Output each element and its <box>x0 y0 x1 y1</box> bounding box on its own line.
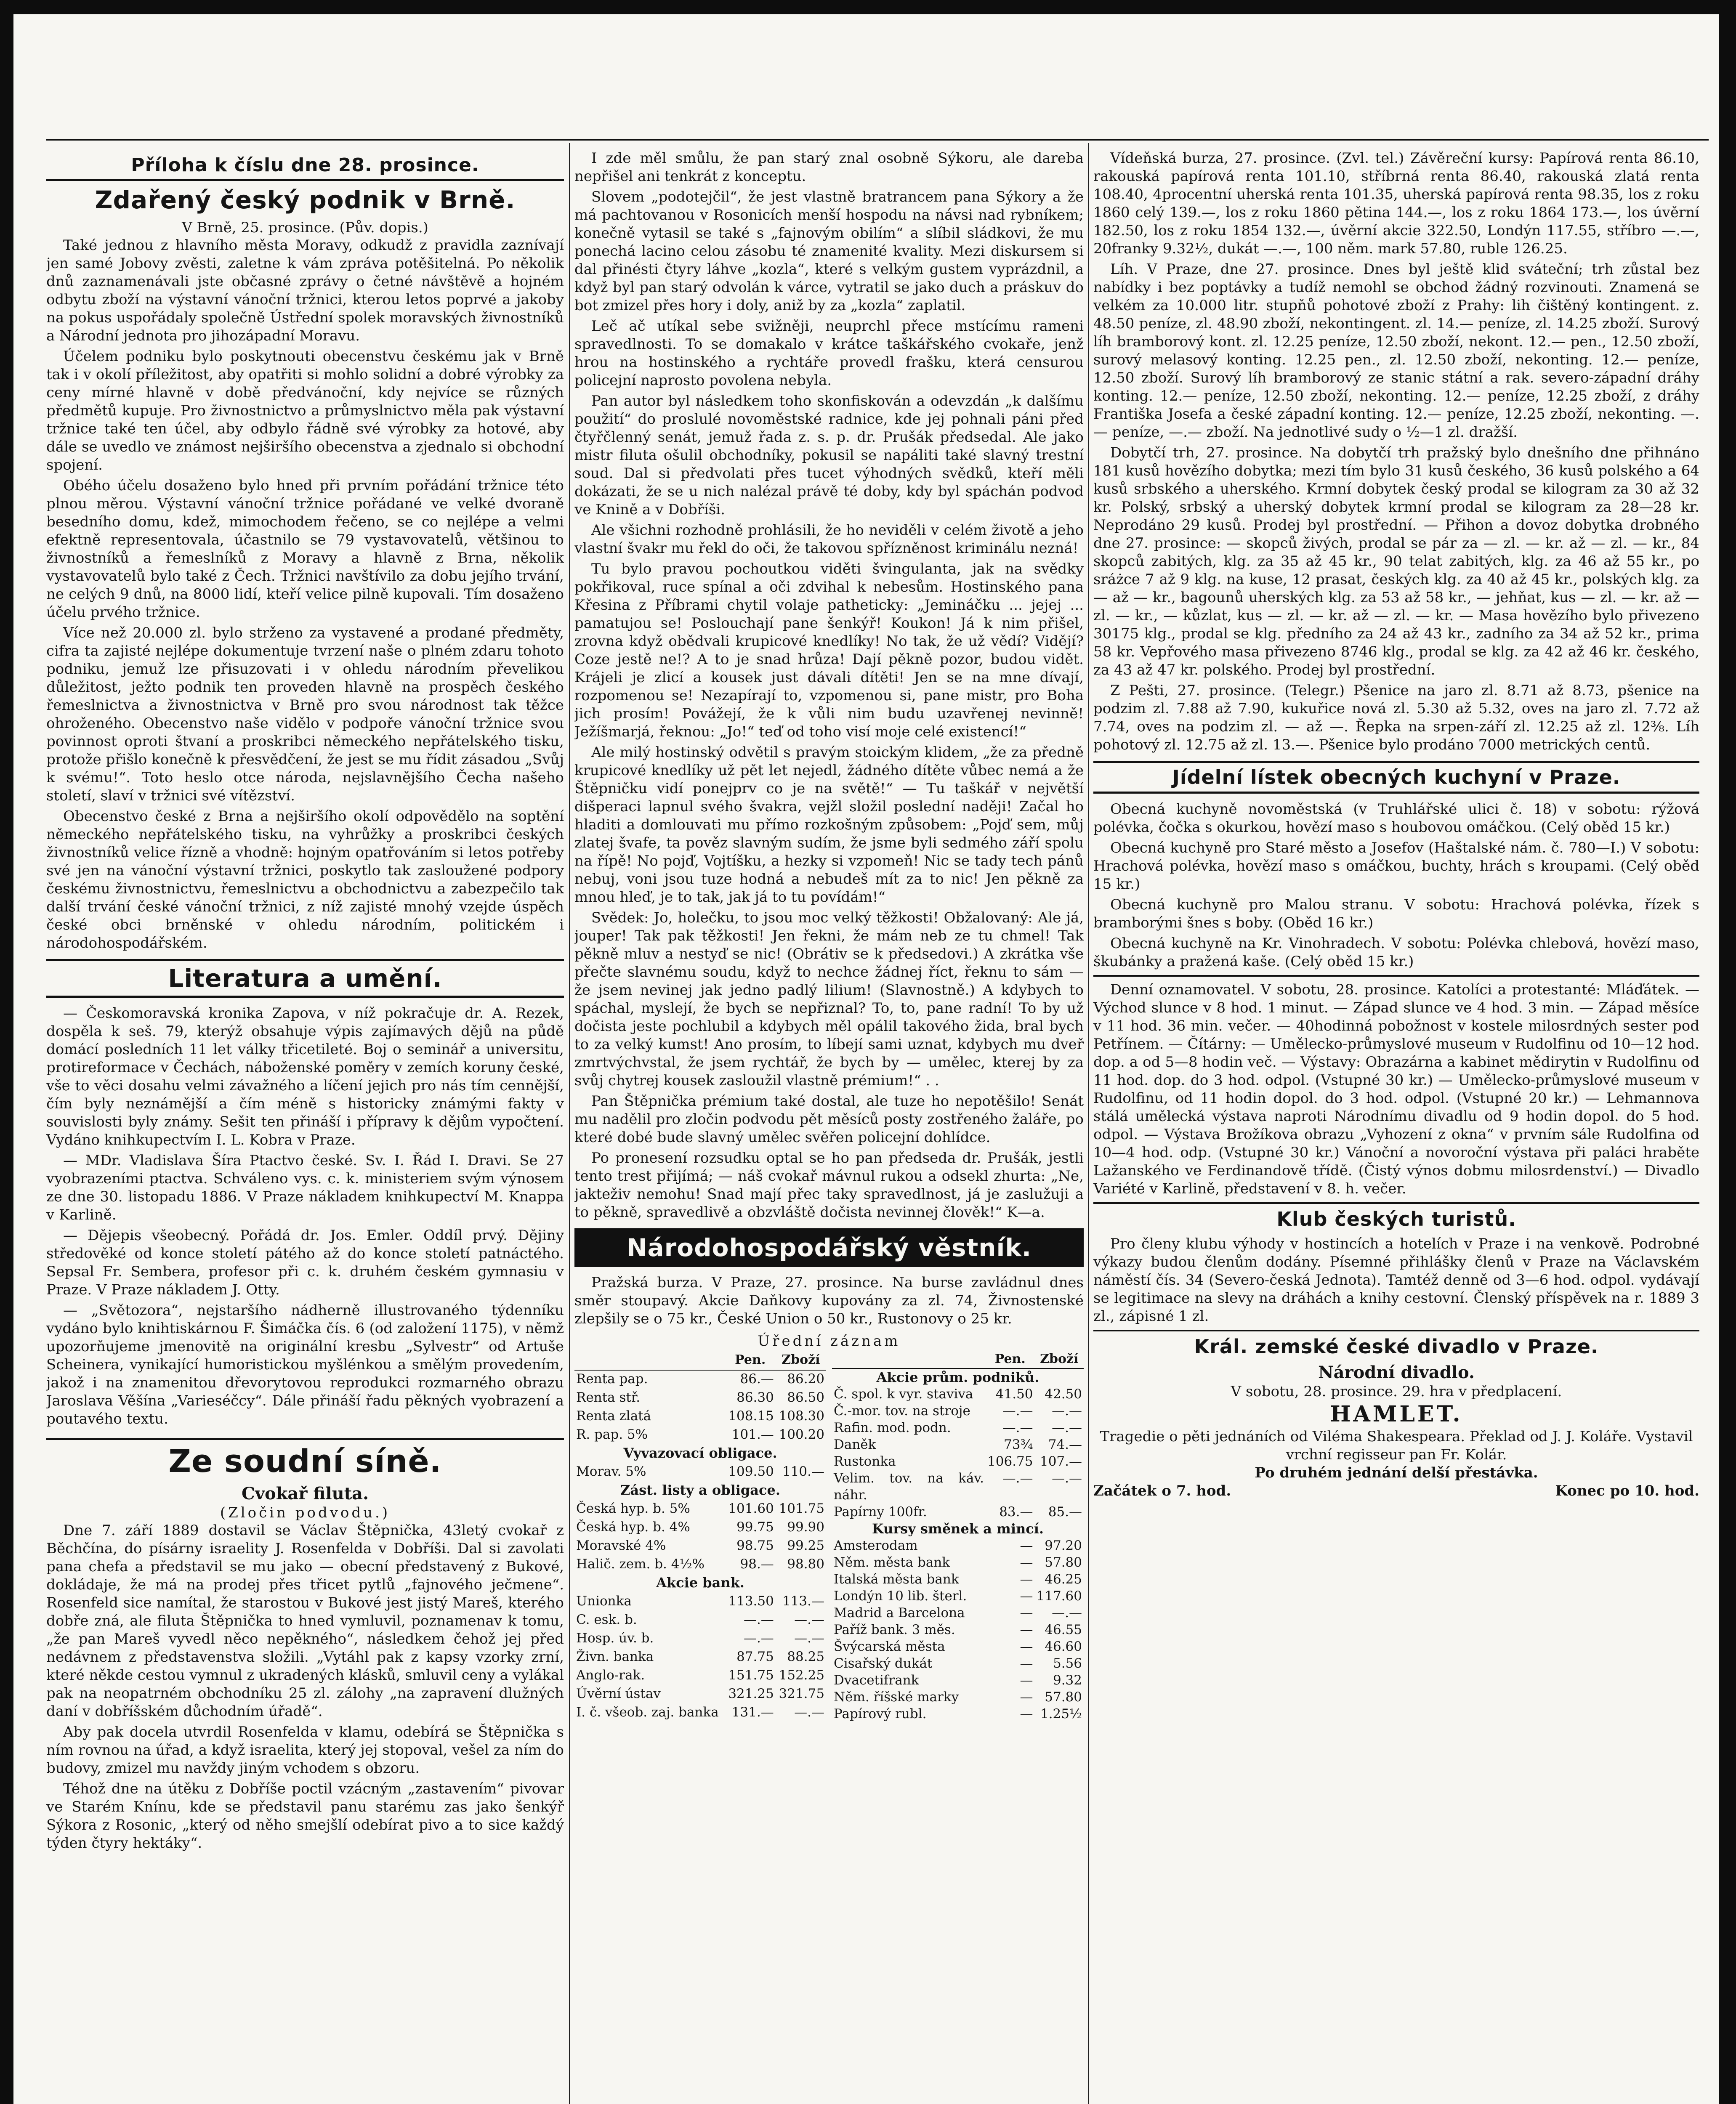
security-name: Paříž bank. 3 měs. <box>834 1622 955 1637</box>
paragraph: Denní oznamovatel. V sobotu, 28. prosince. Katolíci a protestanté: Mláďátek. — Východ slunce v 8 hod. 1 minut. — Západ slunce ve 4 hod. 3 min. — Západ měsíce v 11 hod. 36 min. večer. — 40hodinná pobožnost v kostele milosrdných sester pod Petřínem. — Čítárny: — Umělecko-průmyslové museum v Rudolfinu od 10—12 hod. dop. a od 5—8 hodin več. — Výstavy: Obrazárna a kabinet mědirytin v Rudolfinu od 11 hod. dop. do 3 hod. odpol. (Vstupné 30 kr.) — Umělecko-průmyslové museum v Rudolfinu, od 11 hodin dopol. do 3 hod. odpol. (Vstupné 20 kr.) — Lehmannova stálá umělecká výstava naproti Národnímu divadlu od 9 hodin dopol. do 5 hod. odpol. — Výstava Brožíkova obrazu „Vyhození z okna“ v prvním sále Rudolfina od 10—4 hod. odp. (Vstupné 30 kr.) Vánoční a novoroční výstava při paláci hraběte Lažanského ve Ferdinandově třídě. (Čistý výnos dobmu milosrdenství.) — Divadlo Variété v Karlině, představení v 8. h. večer. <box>1093 981 1699 1197</box>
security-name: Hosp. úv. b. <box>576 1630 654 1646</box>
theatre-line: V sobotu, 28. prosince. 29. hra v předplacení. <box>1231 1383 1562 1400</box>
table-row <box>832 1419 1084 1436</box>
section-title-literatura: Literatura a umění. <box>46 959 564 998</box>
security-name: Něm. říšské marky <box>834 1690 959 1705</box>
paragraph: Také jednou z hlavního města Moravy, odkudž z pravidla zaznívají jen samé Jobovy zvěsti, zaletne k vám zpráva potěšitelná. Po několik dnů zaznamenávali jste občasné zprávy o četné návštěvě a hojném odbytu zboží na výstavní vánoční tržnici, kterou letos poprvé a jakoby na pokus uspořádaly společně Ústřední spolek moravských živnostníků a Národní jednota pro jihozápadní Moravu. <box>46 237 564 344</box>
paragraph: Pan Štěpnička prémium také dostal, ale tuze ho nepotěšilo! Senát mu nadělil pro zločin podvodu pět měsíců posty zostřeného žaláře, po které dobé bude slavný umělec svěřen policejní dohlídce. <box>574 1093 1084 1146</box>
paragraph: Pro členy klubu výhody v hostincích a hotelích v Praze i na venkově. Podrobné výkazy budou členům dodány. Písemné přihlášky členů v Praze na Václavském náměstí čís. 34 (Severo-česká Jednota). Tamtéž denně od 3—6 hod. odpol. vydávají se legitimace na slevy na dráhách a knihy cestovní. Členský příspěvek na r. 1889 3 zl., zápisné 1 zl. <box>1093 1235 1699 1325</box>
bid-value: — <box>1020 1690 1033 1705</box>
market-tables <box>574 1350 1084 1722</box>
table-row <box>574 1593 826 1611</box>
security-name: Velim. tov. na káv. náhr. <box>834 1471 984 1503</box>
ask-value: 57.80 <box>1045 1690 1082 1705</box>
security-name: Cisařský dukát <box>834 1656 933 1671</box>
table-head: Úřední záznam <box>758 1333 901 1350</box>
section-title-jidelni: Jídelní lístek obecných kuchyní v Praze. <box>1093 761 1699 794</box>
paragraph: Obecenstvo české z Brna a nejširšího okolí odpovědělo na soptění německého nepřátelského tisku, na vyhrůžky a proskribci českých živnostníků velice řízně a vhodně: hojným opatřováním si letos potřeby své jen na vánoční výstavní tržnici, poskytlo tak zasloužené podpory českému živnostnictvu, řemeslnictvu a obchodnictvu a zabezpečilo tak další trvání české vánoční tržnici, z níž zajisté mnohý vzejde úspěch české obci brněnské v ohledu národním, politickém i národohospodářském. <box>46 808 564 951</box>
top-rule <box>46 139 1709 141</box>
ask-value: 86.20 <box>787 1371 824 1387</box>
paragraph: Slovem „podotejčil“, že jest vlastně bratrancem pana Sýkory a že má pachtovanou v Rosonicích menší hospodu na návsi nad rybníkem; konečně vytasil se také s „fajnovým obilím“ a slíbil sládkovi, že mu ponechá lacino celou zásobu té znamenité kvality. Mezi diskursem si dal přinésti čtyry láhve „kozla“, které s velkým gustem vyprázdnil, a když byl pan starý odvolán k várce, vytratil se jako duch a práskuv do bot zmizel přes hory i doly, aniž by za „kozla“ zaplatil. <box>574 189 1084 314</box>
bid-value: 83.— <box>999 1504 1033 1520</box>
table-row <box>574 1389 826 1408</box>
table-row <box>832 1605 1084 1621</box>
dateline: V Brně, 25. prosince. (Pův. dopis.) <box>182 219 428 236</box>
table-group-label: Kursy směnek a mincí. <box>872 1521 1044 1537</box>
paragraph: Ale všichni rozhodně prohlásili, že ho neviděli v celém životě a jeho vlastní švakr mu řekl do oči, že takovou spřízněnost kriminálu nezná! <box>574 522 1084 557</box>
ask-value: 100.20 <box>779 1427 824 1443</box>
scan-border-left <box>0 0 13 2104</box>
col-label: Zboží <box>776 1350 826 1370</box>
security-name: Anglo-rak. <box>576 1667 645 1683</box>
article-title-zdareny: Zdařený český podnik v Brně. <box>95 186 516 214</box>
ask-value: 321.75 <box>779 1686 824 1701</box>
table-row <box>574 1685 826 1704</box>
bid-value: 151.75 <box>728 1667 774 1683</box>
paragraph: — Českomoravská kronika Zapova, v níž pokračuje dr. A. Rezek, dospěla k seš. 79, kterýž obsahuje výpis zajímavých dějů na půdě domácí posledních 11 let války třicetileté. Boj o seminář a universitu, protireformace v Čechách, náboženské poměry v zemích koruny české, vše to věci dosahu velmi závažného a líčení jejich pro nás tím cennější, čím byly neznámější a čím méně s historicky známými fakty v souvislosti byly známy. Sešit ten přináší i přípravy k dějům vypočtení. Vydáno knihkupectvím I. L. Kobra v Praze. <box>46 1005 564 1148</box>
security-name: Londýn 10 lib. šterl. <box>834 1589 967 1604</box>
table-row <box>574 1611 826 1630</box>
section-title-soudni-sin: Ze soudní síně. <box>46 1438 564 1480</box>
bid-value: 113.50 <box>728 1594 774 1609</box>
paragraph: Obecná kuchyně na Kr. Vinohradech. V sobotu: Polévka chlebová, hovězí maso, škubánky a pražená kaše. (Celý oběd 15 kr.) <box>1093 935 1699 970</box>
ask-value: 85.— <box>1048 1504 1082 1520</box>
bid-value: 109.50 <box>728 1464 774 1480</box>
table-row <box>574 1500 826 1519</box>
play-title: HAMLET. <box>1330 1401 1463 1427</box>
ask-value: 98.80 <box>787 1557 824 1572</box>
bid-value: — <box>1020 1605 1033 1621</box>
ask-value: 99.90 <box>787 1520 824 1535</box>
bid-value: 98.— <box>740 1557 774 1572</box>
table-row <box>574 1370 826 1389</box>
security-name: Rafin. mod. podn. <box>834 1420 951 1435</box>
column-2 <box>574 149 1084 2104</box>
ask-value: 86.50 <box>787 1390 824 1405</box>
table-row <box>574 1408 826 1426</box>
bid-value: 41.50 <box>995 1387 1033 1402</box>
table-row <box>832 1706 1084 1722</box>
table-row <box>574 1519 826 1537</box>
paragraph: Po pronesení rozsudku optal se ho pan předseda dr. Prušák, jestli tento trest přijímá; — náš cvokař mávnul rukou a odsekl zhurta: „Ne, jakteživ nemohu! Snad mají přec taky spravedlnost, já je zaslužuji a to pěkně, spravedlivě a obzvláště dočista nevinnej člověk!“ K—a. <box>574 1150 1084 1221</box>
column-1 <box>46 149 564 2104</box>
security-name: C. esk. b. <box>576 1612 637 1627</box>
security-name: Česká hyp. b. 4% <box>576 1520 690 1535</box>
bid-value: —.— <box>743 1630 774 1646</box>
table-row <box>574 1463 826 1482</box>
ask-value: 88.25 <box>787 1649 824 1664</box>
start-time: Začátek o 7. hod. <box>1093 1482 1231 1499</box>
scan-border-top <box>0 0 1736 14</box>
paragraph: I zde měl smůlu, že pan starý znal osobně Sýkoru, ale dareba nepřišel ani tenkrát z konceptu. <box>574 150 1084 185</box>
market-table-right <box>832 1350 1084 1722</box>
ask-value: 110.— <box>782 1464 824 1480</box>
table-row <box>832 1638 1084 1655</box>
supplement-line: Příloha k číslu dne 28. prosince. <box>46 154 564 181</box>
paragraph: Tu bylo pravou pochoutkou viděti švingulanta, jak na svědky pokřikoval, ruce spínal a oči zdvihal k nebesům. Hostinského pana Křesina z Příbrami chytil volaje patheticky: „Jemináčku ... jejej ... pamatujou se! Poslouchají pane šenkýř! Koukon! Já k nim přišel, zrovna když obědvali krupicové knedlíky! No tak, že už vědí? Vidějí? Coze jestě ne!? A to je snad hrůza! Dají pěkně pozor, budou vidět. Krájeli je zlicí a kousek just dávali dítěti! Jen se na mne dívají, rozpomenou se! Nezapírají to, vzpomenou si, pane mistr, pro Boha jich prosím! Povážejí, že k vůli nim budu uzavřenej nevinně! Ježíšmarjá, řeknou: „Jo!“ teď od toho visí moje celé existencí!“ <box>574 561 1084 740</box>
table-row <box>574 1556 826 1574</box>
ask-value: 97.20 <box>1045 1538 1082 1553</box>
ask-value: —.— <box>1052 1471 1082 1486</box>
ask-value: 5.56 <box>1053 1656 1082 1671</box>
table-row <box>832 1436 1084 1453</box>
article-subtitle: Cvokař filuta. <box>241 1484 369 1504</box>
security-name: Něm. města bank <box>834 1555 950 1570</box>
bid-value: 106.75 <box>987 1454 1033 1469</box>
paragraph: Pan autor byl následkem toho skonfiskován a odevzdán „k dalšímu použití“ do proslulé novoměstské radnice, kde jej pohnali páni před čtyřčlenný senát, jemuž řada z. s. p. dr. Prušák předsedal. Ale jako mistr filuta ošulil obchodníky, pokusil se napáliti také slavný trestní soud. Dal si předvolati přes tucet výhodných svědků, kteří měli dokázati, že se u nich nalézal právě té doby, kdy byl spáchán podvod ve Knině a v Dobříši. <box>574 393 1084 518</box>
column-3 <box>1093 149 1699 2104</box>
col-label: Pen. <box>725 1350 776 1370</box>
table-row <box>832 1588 1084 1605</box>
security-name: Renta stř. <box>576 1390 641 1405</box>
table-row <box>832 1504 1084 1520</box>
paragraph: Dne 7. září 1889 dostavil se Václav Štěpnička, 43letý cvokař z Běchčína, do písárny israelity J. Rosenfelda v Dobříši. Dal si zavolati pana chefa a představil se mu jako — obecní představený z Bukové, dokládaje, že má na prodej přes třicet pytlů „fajnového ječmene“. Rosenfeld sice namítal, že starostou v Bukové jest jistý Mareš, kterého dobře zná, ale filuta Štěpnička to hned vymluvil, poznamenav k tomu, „že pan Mareš vyvedl něco nepěkného“, následkem čehož jej před nedávnem z představenstva složili. „Vytáhl pak z kapsy vzorky zrní, které někde cestou vymnul z ukradených klásků, smluvil ceny a vylákal pak na neopatrném obchodníku 25 zl. zálohy „na zapravení dlužných daní v dobříšském důchodním úřadě“. <box>46 1522 564 1720</box>
ask-value: 99.25 <box>787 1538 824 1554</box>
section-title-market: Národohospodářský věstník. <box>574 1228 1084 1267</box>
security-name: Amsterodam <box>834 1538 918 1553</box>
ask-value: 107.— <box>1039 1454 1082 1469</box>
end-time: Konec po 10. hod. <box>1555 1482 1699 1499</box>
ask-value: —.— <box>1052 1403 1082 1419</box>
table-row <box>832 1571 1084 1588</box>
security-name: Č.-mor. tov. na stroje <box>834 1403 970 1419</box>
security-name: Madrid a Barcelona <box>834 1605 965 1621</box>
table-row <box>832 1554 1084 1571</box>
paragraph: Téhož dne na útěku z Dobříše poctil vzácným „zastavením“ pivovar ve Starém Knínu, kde se představil panu starému zas jako šenkýř Sýkora z Rosonic, „který od něho smejšlí odebírat pivo a to sice každý týden čtyry hektáky“. <box>46 1780 564 1852</box>
paragraph: Obého účelu dosaženo bylo hned při prvním pořádání tržnice této plnou měrou. Výstavní vánoční tržnice pořádané ve velké dvoraně besedního domu, kdež, mimochodem řečeno, se co nejlépe a velmi efektně representovala, účastnilo se 79 vystavovatelů, většinou to živnostníků a řemeslníků z Moravy a hlavně z Brna, několik vystavovatelů bylo také z Čech. Tržnici navštívilo za dobu jejího trvání, ne celých 9 dnů, na 8000 lidí, kteří velice pilně kupovali. Tím dosaženo účelu prvého tržnice. <box>46 477 564 621</box>
security-name: Papírový rubl. <box>834 1706 927 1721</box>
ask-value: 113.— <box>782 1594 824 1609</box>
table-row <box>574 1426 826 1445</box>
ask-value: 46.55 <box>1045 1622 1082 1637</box>
security-name: Úvěrní ústav <box>576 1686 661 1701</box>
table-row <box>574 1630 826 1648</box>
bid-value: — <box>1020 1706 1033 1721</box>
bid-value: 86.30 <box>736 1390 774 1405</box>
ask-value: 117.60 <box>1036 1589 1082 1604</box>
col-label: Zboží <box>1035 1350 1084 1368</box>
table-row <box>832 1470 1084 1504</box>
table-row <box>832 1672 1084 1689</box>
table-row <box>574 1704 826 1722</box>
bid-value: 101.60 <box>728 1501 774 1517</box>
theatre-subtitle: Národní divadlo. <box>1318 1363 1475 1382</box>
security-name: Unionka <box>576 1594 632 1609</box>
paragraph: — „Světozora“, nejstaršího nádherně illustrovaného týdenníku vydáno bylo knihtiskárnou F. Šimáčka čís. 6 (od založení 1175), v němž upozorňujeme jmenovitě na originální kresbu „Sylvestr“ od Artuše Scheinera, vynikající humoristickou myšlénkou a smělým provedením, jakož i na znamenitou dřevorytovou reprodukci rozmarného obrazu Jaroslava Věšína „Varieséčcy“. Dále přináší řadu pěkných vyobrazení a poutavého textu. <box>46 1302 564 1427</box>
security-name: Papírny 100fr. <box>834 1504 927 1520</box>
security-name: Halič. zem. b. 4½% <box>576 1557 705 1572</box>
security-name: Švýcarská města <box>834 1639 945 1654</box>
paragraph: Ale milý hostinský odvětil s pravým stoickým klidem, „že za předně krupicové knedlíky už pět let nejedl, žádného dítěte vůbec nemá a že Štěpničku vidí ponejprv co je na světě!“ — Tu taškář v největší dišperaci lapnul svého švakra, vejžl složil poslední naději! Začal ho hladiti a domlouvati mu přímo rozkošným způsobem: „Pojď sem, můj zlatej švafe, ta pověz slavným sudím, že jsme byli sedmého září spolu na řípě! No pojď, Vojtíšku, a hezky si vzpomeň! Nic se tady tech pánů nebuj, voni jsou tuze hodná a nebudeš mít za to nic! Jen pěkně za mnou hleď, je to tak, jak já to tu povídám!“ <box>574 744 1084 906</box>
bid-value: — <box>1020 1656 1033 1671</box>
paragraph: Obecná kuchyně pro Staré město a Josefov (Haštalské nám. č. 780—I.) V sobotu: Hrachová polévka, hovězí maso s omáčkou, buchty, hrách s kroupami. (Celý oběd 15 kr.) <box>1093 839 1699 893</box>
intermission-note: Po druhém jednání delší přestávka. <box>1255 1464 1538 1481</box>
table-row <box>832 1537 1084 1554</box>
section-title-klub: Klub českých turistů. <box>1093 1202 1699 1231</box>
table-group-label: Akcie bank. <box>656 1575 744 1591</box>
paragraph: Účelem podniku bylo poskytnouti obecenstvu českému jak v Brně tak i v okolí příležitost, aby opatřiti si mohlo solidní a dobré výrobky za ceny mírné hlavně v době předvánoční, kdy nejvíce se různých předmětů kupuje. Pro živnostnictvo a průmyslnictvo měla pak výstavní tržnice také ten účel, aby odbylo řádně své výrobky za hotové, aby dále se uvedlo ve známost nejširšího obecenstva a zjednalo si obchodní spojení. <box>46 348 564 473</box>
table-row <box>832 1453 1084 1470</box>
table-row <box>574 1667 826 1685</box>
ask-value: —.— <box>794 1630 824 1646</box>
scan-border-right <box>1719 0 1736 2104</box>
paragraph: Z Pešti, 27. prosince. (Telegr.) Pšenice na jaro zl. 8.71 až 8.73, pšenice na podzim zl. 7.88 až 7.90, kukuřice nová zl. 5.30 až 5.32, oves na jaro zl. 7.72 až 7.74, oves na podzim zl. — až —. Řepka na srpen-září zl. 12.25 až zl. 12⅜. Líh pohotový zl. 12.75 až zl. 13.—. Pšenice bylo prodáno 7000 metrických centů. <box>1093 682 1699 753</box>
paragraph: Líh. V Praze, dne 27. prosince. Dnes byl ještě klid sváteční; trh zůstal bez nabídky i bez poptávky a tudíž nemohl se obchod žádný rozvinouti. Znamená se velkém za 10.000 litr. stupňů pohotové zboží z Prahy: lih čištěný kontingent. z. 48.50 peníze, zl. 48.90 zboží, nekontingent. zl. 14.— peníze, zl. 14.25 zboží. Surový líh bramborový kont. zl. 12.25 peníze, 12.50 zboží, nekont. 12.— pen., 12.50 zboží, surový melasový konting. 12.25 pen., zl. 12.50 zboží, nekonting. 12.— peníze, 12.50 zboží. Surový líh bramborový ze stanic státní a rak. severo-západní dráhy konting. 12.— peníze, 12.50 zboží, nekonting. 12.— peníze, 12.25 zboží, z dráhy Františka Josefa a české západní konting. 12.— peníze, 12.25 zboží, nekonting. —.— peníze, —.— zboží. Na jednotlivé sudy o ½—1 zl. dražší. <box>1093 261 1699 441</box>
table-row <box>574 1537 826 1556</box>
bid-value: —.— <box>1002 1420 1033 1435</box>
security-name: Morav. 5% <box>576 1464 646 1480</box>
bid-value: — <box>1020 1639 1033 1654</box>
col-label: Pen. <box>986 1350 1034 1368</box>
ask-value: 108.30 <box>779 1408 824 1424</box>
paragraph: — MDr. Vladislava Šíra Ptactvo české. Sv. I. Řád I. Dravi. Se 27 vyobrazeními ptactva. Schváleno vys. c. k. ministeriem svým výnosem ze dne 30. listopadu 1886. V Praze nákladem knihkupectví M. Knappa v Karlině. <box>46 1152 564 1223</box>
table-group-label: Zást. listy a obligace. <box>620 1482 780 1498</box>
ask-value: 42.50 <box>1045 1387 1082 1402</box>
bid-value: — <box>1020 1673 1033 1688</box>
security-name: Renta pap. <box>576 1371 648 1387</box>
ask-value: 57.80 <box>1045 1555 1082 1570</box>
paragraph: Více než 20.000 zl. bylo strženo za vystavené a prodané předměty, cifra ta zajisté nejlépe dokumentuje tvrzení naše o plném zdaru tohoto podniku, jemuž lze přisuzovati i v ohledu národním převelikou důležitost, ježto podnik ten proveden hlavně na prospěch českého řemeslnictva a živnostnictva v Brně pro svou národnost tak těžce ohroženého. Obecenstvo naše vidělo v podpoře vánoční tržnice svou povinnost oproti štvaní a proskribci německého nepřátelského tisku, protože přišlo konečně k přesvědčení, že jest se mu řídit zásadou „Svůj k svému!“. Toto heslo otce národa, nejslavnějšího Čecha našeho století, slaví v tržnici své vítězství. <box>46 624 564 804</box>
paragraph: Obecná kuchyně novoměstská (v Truhlářské ulici č. 18) v sobotu: rýžová polévka, čočka s okurkou, hovězí maso s houbovou omáčkou. (Celý oběd 15 kr.) <box>1093 801 1699 836</box>
ask-value: 9.32 <box>1053 1673 1082 1688</box>
paragraph: Obecná kuchyně pro Malou stranu. V sobotu: Hrachová polévka, řízek s bramborými šnes s boby. (Oběd 16 kr.) <box>1093 896 1699 931</box>
bid-value: 131.— <box>731 1704 774 1720</box>
column-rule-1 <box>569 143 570 2104</box>
paragraph: Dobytčí trh, 27. prosince. Na dobytčí trh pražský bylo dnešního dne přihnáno 181 kusů hovězího dobytka; mezi tím bylo 31 kusů českého, 36 kusů polského a 64 kusů srbského a uherského. Krmní dobytek český prodal se kilogram za 30 až 32 kr. Polský, srbský a uherský dobytek krmní prodal se kilogram za 28—28 kr. Neprodáno 29 kusů. Prodej byl prostřední. — Přihon a dovoz dobytka drobného dne 27. prosince: — skopců živých, prodal se pár za — zl. — kr. až — zl. — kr., 84 skopců zabitých, klg. za 35 až 45 kr., 90 telat zabitých, klg. za 46 až 55 kr., po sráżce 7 až 9 klg. na kuse, 12 prasat, českých klg. za 40 až 45 kr., polských klg. za — až — kr., bagounů uherských klg. za 53 až 58 kr., — jehňat, kus — zl. — kr. až — zl. — kr., — kůzlat, kus — zl. — kr. až — zl. — kr. — Masa hovězího bylo přivezeno 30175 klg., prodal se klg. předního za 24 až 43 kr., zadního za 34 až 52 kr., prima 58 kr. Vepřového masa přivezeno 8746 klg., prodal se klg. za 42 až 46 kr. českého, za 43 až 47 kr. polského. Prodej byl prostřední. <box>1093 444 1699 678</box>
security-name: R. pap. 5% <box>576 1427 648 1443</box>
security-name: Rustonka <box>834 1454 896 1469</box>
table-row <box>832 1386 1084 1403</box>
play-description: Tragedie o pěti jednáních od Viléma Shakespeara. Překlad od J. J. Koláře. Vystavil vrchní regisseur pan Fr. Kolár. <box>1100 1428 1693 1463</box>
table-row <box>574 1648 826 1667</box>
security-name: Renta zlatá <box>576 1408 651 1424</box>
bid-value: — <box>1020 1589 1033 1604</box>
table-group-label: Vyvazovací obligace. <box>623 1445 777 1461</box>
ask-value: —.— <box>1052 1605 1082 1621</box>
table-row <box>832 1689 1084 1706</box>
paragraph: — Dějepis všeobecný. Pořádá dr. Jos. Emler. Oddíl prvý. Dějiny středověké od konce století pátého až do konce století patnáctého. Sepsal Fr. Sembera, profesor při c. k. druhém českém gymnasiu v Praze. V Praze nákladem J. Otty. <box>46 1227 564 1298</box>
ask-value: 46.25 <box>1045 1572 1082 1587</box>
table-group-label: Akcie prům. podniků. <box>876 1369 1039 1385</box>
bid-value: — <box>1020 1538 1033 1553</box>
bid-value: 98.75 <box>736 1538 774 1554</box>
ask-value: 74.— <box>1048 1437 1082 1452</box>
table-row <box>832 1403 1084 1419</box>
ask-value: —.— <box>794 1704 824 1720</box>
ask-value: 46.60 <box>1045 1639 1082 1654</box>
security-name: Daněk <box>834 1437 876 1452</box>
table-row <box>832 1621 1084 1638</box>
security-name: Dvacetifrank <box>834 1673 919 1688</box>
security-name: I. č. všeob. zaj. banka <box>576 1704 719 1720</box>
security-name: Živn. banka <box>576 1649 654 1664</box>
ask-value: 101.75 <box>779 1501 824 1517</box>
security-name: Česká hyp. b. 5% <box>576 1501 690 1517</box>
bid-value: —.— <box>743 1612 774 1627</box>
bid-value: —.— <box>1002 1403 1033 1419</box>
paragraph: Svědek: Jo, holečku, to jsou moc velký těžkosti! Obžalovaný: Ale já, jouper! Tak pak těžkosti! Jen řekni, že mám neb ze tu chmel! Tak pěkně mluv a nestyď se nic! (Obrátiv se k předsedovi.) A zkrátka vše přečte slavnému soudu, když to nechce žádnej říct, řeknu to sám — že jsem nevinej jak jedno padlý lilium! (Slavnostně.) A kdybych to spáchal, myslejí, že bych se nepřiznal? To, to, pane radní! To by už dočista jeste pochlubil a kdybych měl opálil takového žida, bral bych to za velký kumst! Ano prosím, to líbejí sami uznat, kdybych mu dveř zmrtvýchvstal, že jsem rychtář, že bych by — umělec, kterej by za svůj chytrej kousek zasloužil vlastně prémium!“ . . <box>574 909 1084 1089</box>
bid-value: —.— <box>1002 1471 1033 1486</box>
bid-value: 99.75 <box>736 1520 774 1535</box>
bid-value: 101.— <box>731 1427 774 1443</box>
paragraph: Leč ač utíkal sebe svižněji, neuprchl přece mstícímu rameni spravedlnosti. To se domakalo v krátce taškářského cvokaře, jenž hrou na hostinského a rychtáře provedl frašku, která censurou policejní naprosto povolena nebyla. <box>574 318 1084 389</box>
ask-value: —.— <box>794 1612 824 1627</box>
bid-value: 86.— <box>740 1371 774 1387</box>
bid-value: — <box>1020 1622 1033 1637</box>
bid-value: — <box>1020 1572 1033 1587</box>
security-name: Moravské 4% <box>576 1538 666 1554</box>
section-title-divadlo: Král. zemské české divadlo v Praze. <box>1093 1330 1699 1358</box>
column-rule-2 <box>1088 143 1089 2104</box>
market-table-left <box>574 1350 826 1722</box>
ask-value: 1.25½ <box>1040 1706 1082 1721</box>
table-row <box>832 1655 1084 1672</box>
market-intro: Pražská burza. V Praze, 27. prosince. Na burse zavládnul dnes směr stoupavý. Akcie Daňkovy kupovány za zl. 74, Živnostenské zlepšily se o 75 kr., České Union o 50 kr., Rustonovy o 25 kr. <box>574 1274 1084 1327</box>
bid-value: — <box>1020 1555 1033 1570</box>
bid-value: 73¾ <box>1004 1437 1033 1452</box>
ask-value: —.— <box>1052 1420 1082 1435</box>
divider <box>1093 975 1699 977</box>
bid-value: 321.25 <box>728 1686 774 1701</box>
security-name: Č. spol. k vyr. staviva <box>834 1387 973 1402</box>
security-name: Italská města bank <box>834 1572 959 1587</box>
theatre-times <box>1093 1482 1699 1500</box>
bid-value: 87.75 <box>736 1649 774 1664</box>
bid-value: 108.15 <box>728 1408 774 1424</box>
paragraph: Vídeňská burza, 27. prosince. (Zvl. tel.) Závěreční kursy: Papírová renta 86.10, rakouská papírová renta 101.10, stříbrná renta 86.40, rakouská zlatá renta 108.40, 4procentní uherská renta 101.35, uherská papírová renta 98.35, los z roku 1860 celý 139.—, los z roku 1860 pětina 144.—, los z roku 1864 173.—, los úvěrní 182.50, los z roku 1854 132.—, úvěrní akcie 322.50, Londýn 117.55, stříbro —.—, 20franky 9.32½, dukát —.—, 100 něm. mark 57.80, ruble 126.25. <box>1093 150 1699 257</box>
paragraph: Aby pak docela utvrdil Rosenfelda v klamu, odebírá se Štěpnička s ním rovnou na úřad, a když israelita, který jej stopoval, vešel za ním do budovy, zmizel mu navždy jiným vchodem s obzoru. <box>46 1724 564 1777</box>
article-subsubtitle: (Zločin podvodu.) <box>220 1504 391 1521</box>
ask-value: 152.25 <box>779 1667 824 1683</box>
